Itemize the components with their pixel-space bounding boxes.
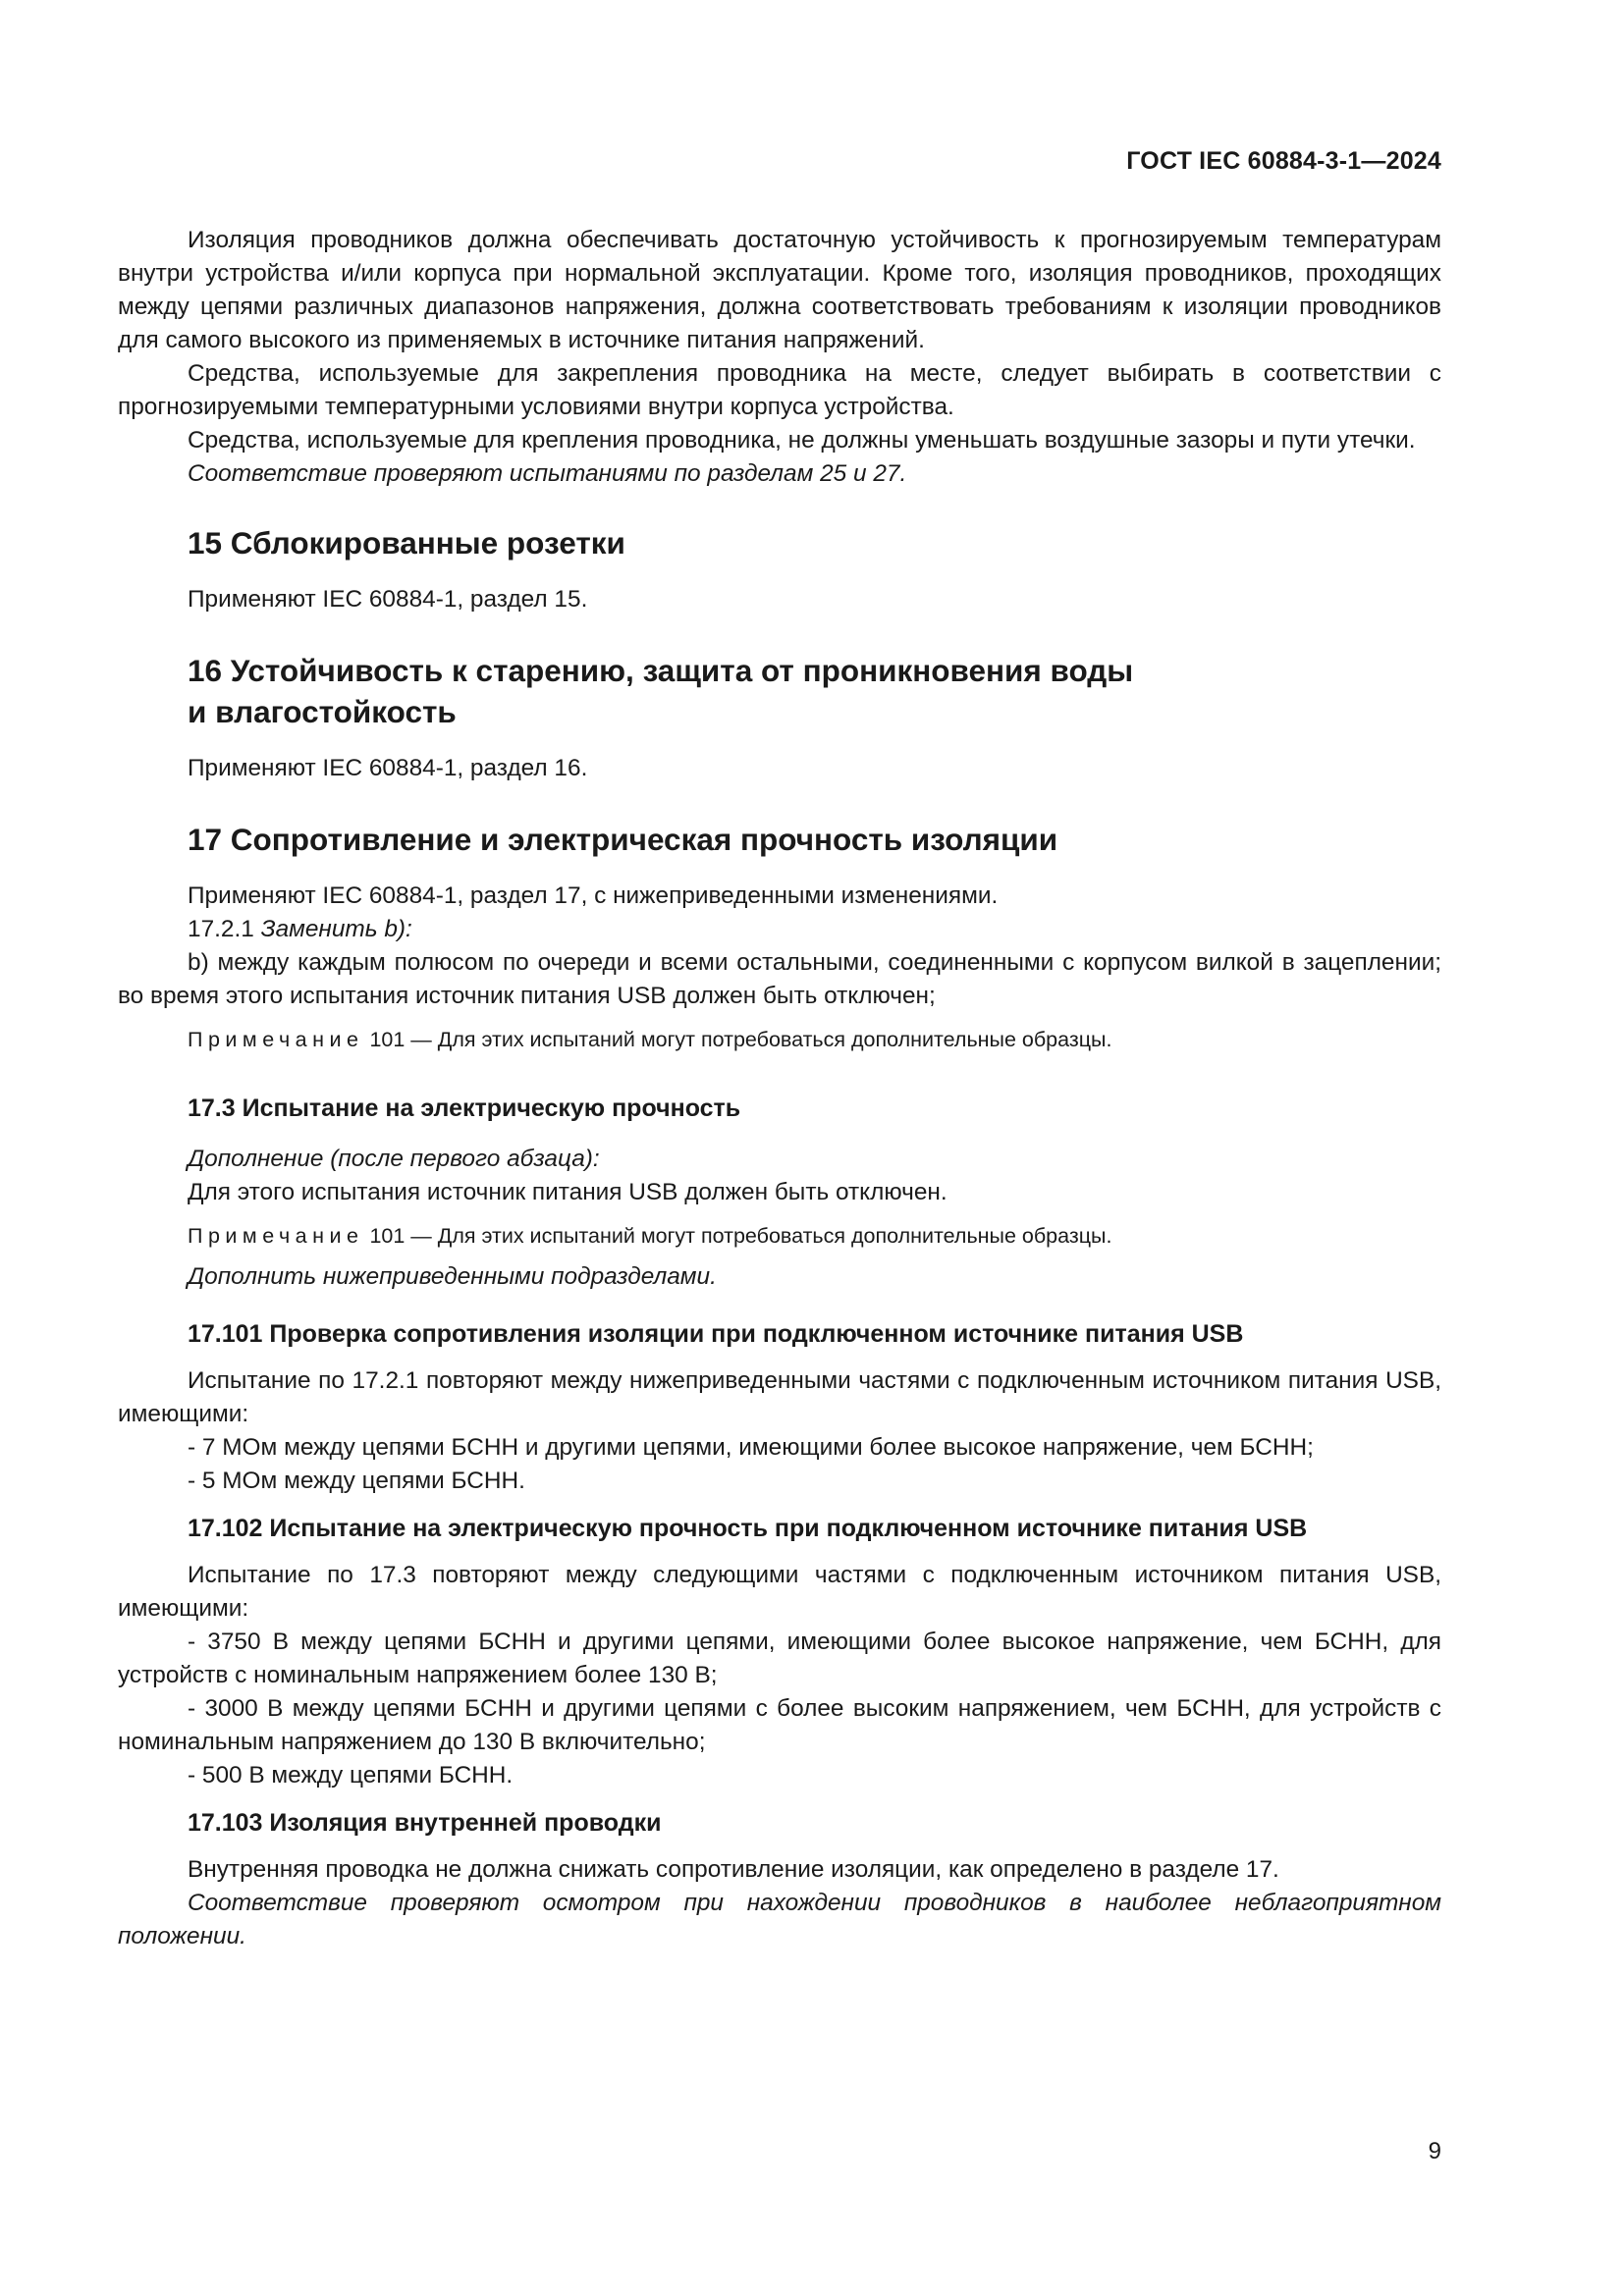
note-text: 101 — Для этих испытаний могут потребоваться дополнительные образцы. [369, 1028, 1112, 1051]
section-16-paragraph: Применяют IEC 60884-1, раздел 16. [188, 755, 588, 781]
section-17-103-paragraph-2: Соответствие проверяют осмотром при нахождении проводников в наиболее неблагоприятном положении. [118, 1890, 1441, 1949]
section-16-heading-line-1: 16 Устойчивость к старению, защита от проникновения воды [188, 653, 1134, 688]
document-id: ГОСТ IEC 60884-3-1—2024 [1126, 147, 1441, 175]
section-17-102-item-3: - 500 В между цепями БСНН. [188, 1762, 514, 1789]
intro-paragraph-1: Изоляция проводников должна обеспечивать достаточную устойчивость к прогнозируемым температурам внутри устройства и/или корпуса при нормальной эксплуатации. Кроме того, изоляция проводников, проходящих между цепями различных диапазонов напряжения, должна соответствовать требованиям к изоляции проводников для самого высокого из применяемых в источнике питания напряжений. [118, 227, 1441, 353]
section-17-101-heading: 17.101 Проверка сопротивления изоляции при подключенном источнике питания USB [188, 1320, 1244, 1348]
section-17-103-heading: 17.103 Изоляция внутренней проводки [188, 1809, 662, 1837]
page-number: 9 [1428, 2138, 1441, 2164]
section-17-3-heading: 17.3 Испытание на электрическую прочность [188, 1095, 741, 1122]
note-text: 101 — Для этих испытаний могут потребоваться дополнительные образцы. [369, 1224, 1112, 1248]
section-17-paragraph-2 [118, 913, 1441, 946]
section-17-paragraph-3: b) между каждым полюсом по очереди и всеми остальными, соединенными с корпусом вилкой в зацеплении; во время этого испытания источник питания USB должен быть отключен; [118, 949, 1441, 1009]
intro-paragraph-3: Средства, используемые для крепления проводника, не должны уменьшать воздушные зазоры и пути утечки. [188, 427, 1416, 454]
section-17-paragraph-1: Применяют IEC 60884-1, раздел 17, с нижеприведенными изменениями. [188, 882, 999, 909]
section-15-heading: 15 Сблокированные розетки [188, 525, 625, 561]
section-17-note [188, 1025, 1441, 1054]
clause-instruction: Заменить b): [260, 916, 412, 942]
section-17-101-item-2: - 5 МОм между цепями БСНН. [188, 1468, 525, 1494]
section-17-3-note [188, 1221, 1441, 1251]
section-17-103-paragraph-1: Внутренняя проводка не должна снижать сопротивление изоляции, как определено в разделе 17. [188, 1856, 1279, 1883]
section-17-101-item-1: - 7 МОм между цепями БСНН и другими цепями, имеющими более высокое напряжение, чем БСНН; [188, 1434, 1314, 1461]
section-17-3-paragraph-2: Для этого испытания источник питания USB должен быть отключен. [188, 1179, 947, 1205]
section-17-101-paragraph-1: Испытание по 17.2.1 повторяют между нижеприведенными частями с подключенным источником питания USB, имеющими: [118, 1367, 1441, 1427]
section-17-102-heading: 17.102 Испытание на электрическую прочность при подключенном источнике питания USB [188, 1515, 1308, 1542]
intro-paragraph-2: Средства, используемые для закрепления проводника на месте, следует выбирать в соответствии с прогнозируемыми температурными условиями внутри корпуса устройства. [118, 360, 1441, 420]
section-17-3-paragraph-1: Дополнение (после первого абзаца): [188, 1146, 600, 1172]
section-16-heading [188, 650, 1441, 732]
section-17-102-paragraph-1: Испытание по 17.3 повторяют между следующими частями с подключенным источником питания USB, имеющими: [118, 1562, 1441, 1622]
note-label: Примечание [188, 1028, 364, 1051]
section-16-heading-line-2: и влагостойкость [188, 694, 457, 729]
section-17-3-paragraph-3: Дополнить нижеприведенными подразделами. [188, 1263, 717, 1290]
section-17-102-item-1: - 3750 В между цепями БСНН и другими цепями, имеющими более высокое напряжение, чем БСНН, для устройств с номинальным напряжением более 130 В; [118, 1629, 1441, 1688]
note-label: Примечание [188, 1224, 364, 1248]
section-15-paragraph: Применяют IEC 60884-1, раздел 15. [188, 586, 588, 613]
document-body [118, 224, 1441, 1953]
intro-compliance-note: Соответствие проверяют испытаниями по разделам 25 и 27. [188, 460, 907, 487]
section-17-heading: 17 Сопротивление и электрическая прочность изоляции [188, 822, 1058, 857]
section-17-102-item-2: - 3000 В между цепями БСНН и другими цепями с более высоким напряжением, чем БСНН, для устройств с номинальным напряжением до 130 В включительно; [118, 1695, 1441, 1755]
clause-number: 17.2.1 [188, 916, 254, 942]
